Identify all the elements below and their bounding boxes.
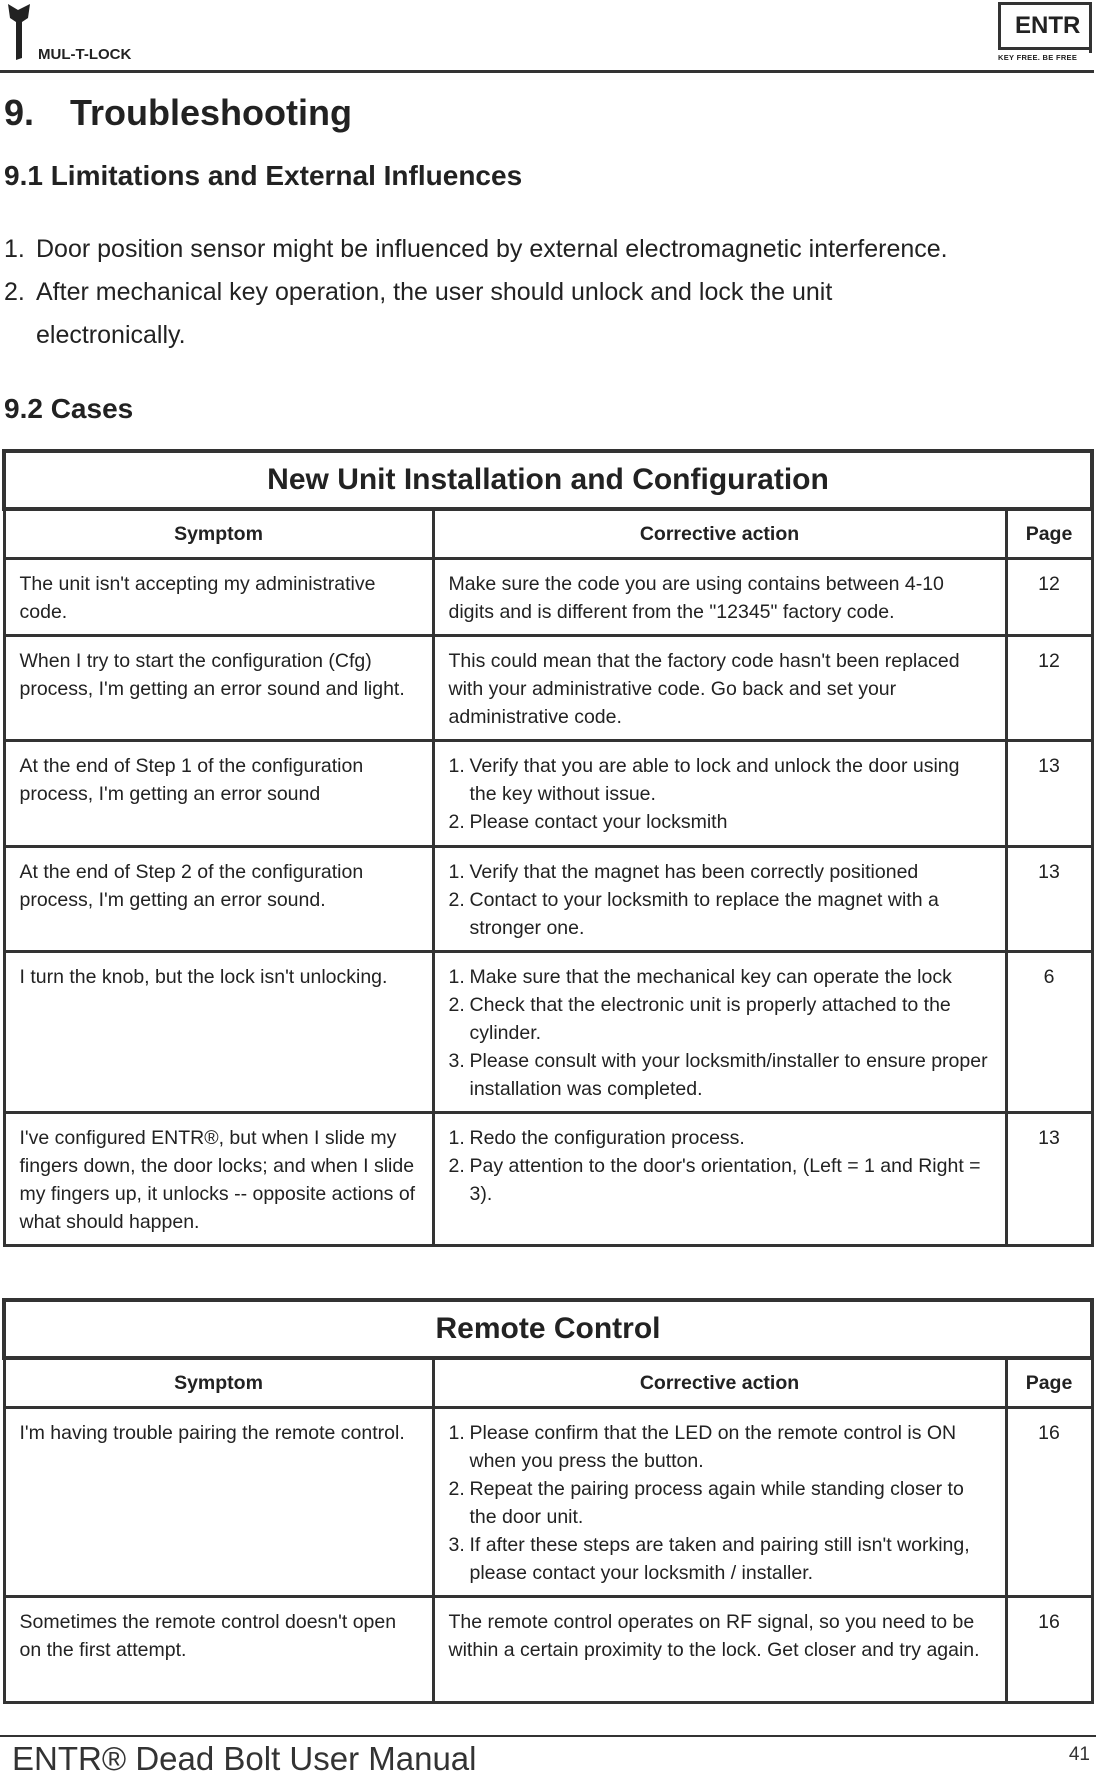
action-text: The remote control operates on RF signal, so you need to be within a certain proximity to the lock. Get closer and try again. [448,1610,980,1661]
page-cell: 13 [1006,740,1092,846]
header-divider [0,70,1094,73]
page-cell: 12 [1006,635,1092,740]
action-text: This could mean that the factory code hasn't been replaced with your administrative code. Go back and set your administrative code. [448,649,960,728]
page-cell: 13 [1006,1112,1092,1245]
symptom-cell: I've configured ENTR®, but when I slide my fingers down, the door locks; and when I slide my fingers up, it unlocks -- opposite actions of what should happen. [4,1112,433,1245]
installation-table [2,449,1094,1247]
action-step: 1. Please confirm that the LED on the remote control is ON when you press the button. [448,1421,957,1472]
action-step: 2. Please contact your locksmith [448,810,728,833]
subsection-cases-title: 9.2 Cases [4,393,134,424]
entr-logo: ENTR KEY FREE. BE FREE [994,2,1092,64]
column-header: Corrective action [433,509,1006,558]
action-step: 1. Make sure that the mechanical key can operate the lock [448,965,952,988]
page-cell: 16 [1006,1407,1092,1596]
column-header: Symptom [4,509,433,558]
page-cell: 13 [1006,846,1092,951]
action-cell [433,740,1006,846]
action-cell [433,1112,1006,1245]
action-cell [433,635,1006,740]
column-header: Corrective action [433,1358,1006,1407]
column-header: Symptom [4,1358,433,1407]
action-step: 2. Check that the electronic unit is properly attached to the cylinder. [448,993,951,1044]
symptom-cell: The unit isn't accepting my administrative code. [4,558,433,635]
action-cell [433,1407,1006,1596]
table-title: New Unit Installation and Configuration [4,451,1092,509]
page-cell: 6 [1006,951,1092,1112]
section-title: 9. Troubleshooting [4,92,352,133]
table-row [4,1407,1092,1596]
mul-t-lock-logo: MUL-T-LOCK [2,2,172,64]
page-cell: 12 [1006,558,1092,635]
symptom-cell: When I try to start the configuration (Cfg) process, I'm getting an error sound and light. [4,635,433,740]
symptom-cell: I'm having trouble pairing the remote control. [4,1407,433,1596]
table-row [4,1112,1092,1245]
action-step: 3. If after these steps are taken and pairing still isn't working, please contact your locksmith / installer. [448,1533,970,1584]
table-row [4,635,1092,740]
table-row [4,951,1092,1112]
column-header: Page [1006,509,1092,558]
table-row [4,558,1092,635]
column-header: Page [1006,1358,1092,1407]
action-text: Make sure the code you are using contains between 4-10 digits and is different from the "12345" factory code. [448,572,944,623]
table-row [4,846,1092,951]
symptom-cell: I turn the knob, but the lock isn't unlocking. [4,951,433,1112]
list-item: 2. After mechanical key operation, the user should unlock and lock the unit electronically. [4,278,833,349]
subsection-limitations-title: 9.1 Limitations and External Influences [4,160,523,191]
action-cell [433,951,1006,1112]
action-step: 2. Pay attention to the door's orientation, (Left = 1 and Right = 3). [448,1154,981,1205]
action-step: 2. Contact to your locksmith to replace the magnet with a stronger one. [448,888,939,939]
key-icon [6,2,32,62]
action-step: 1. Redo the configuration process. [448,1126,745,1149]
page-number: 41 [1068,1744,1090,1765]
table-row [4,740,1092,846]
action-step: 1. Verify that you are able to lock and unlock the door using the key without issue. [448,754,960,805]
action-cell [433,1596,1006,1702]
footer-divider [0,1735,1096,1737]
footer-title: ENTR® Dead Bolt User Manual [12,1740,477,1777]
limitations-list [4,228,1084,357]
symptom-cell: At the end of Step 1 of the configuration process, I'm getting an error sound [4,740,433,846]
action-step: 2. Repeat the pairing process again while standing closer to the door unit. [448,1477,964,1528]
list-item: 1. Door position sensor might be influenced by external electromagnetic interference. [4,235,948,263]
action-cell [433,846,1006,951]
action-step: 1. Verify that the magnet has been correctly positioned [448,860,919,883]
page-cell: 16 [1006,1596,1092,1702]
action-cell [433,558,1006,635]
table-row [4,1596,1092,1702]
symptom-cell: At the end of Step 2 of the configuration process, I'm getting an error sound. [4,846,433,951]
action-step: 3. Please consult with your locksmith/installer to ensure proper installation was completed. [448,1049,988,1100]
symptom-cell: Sometimes the remote control doesn't open on the first attempt. [4,1596,433,1702]
table-title: Remote Control [4,1300,1092,1358]
remote-control-table [2,1298,1094,1704]
